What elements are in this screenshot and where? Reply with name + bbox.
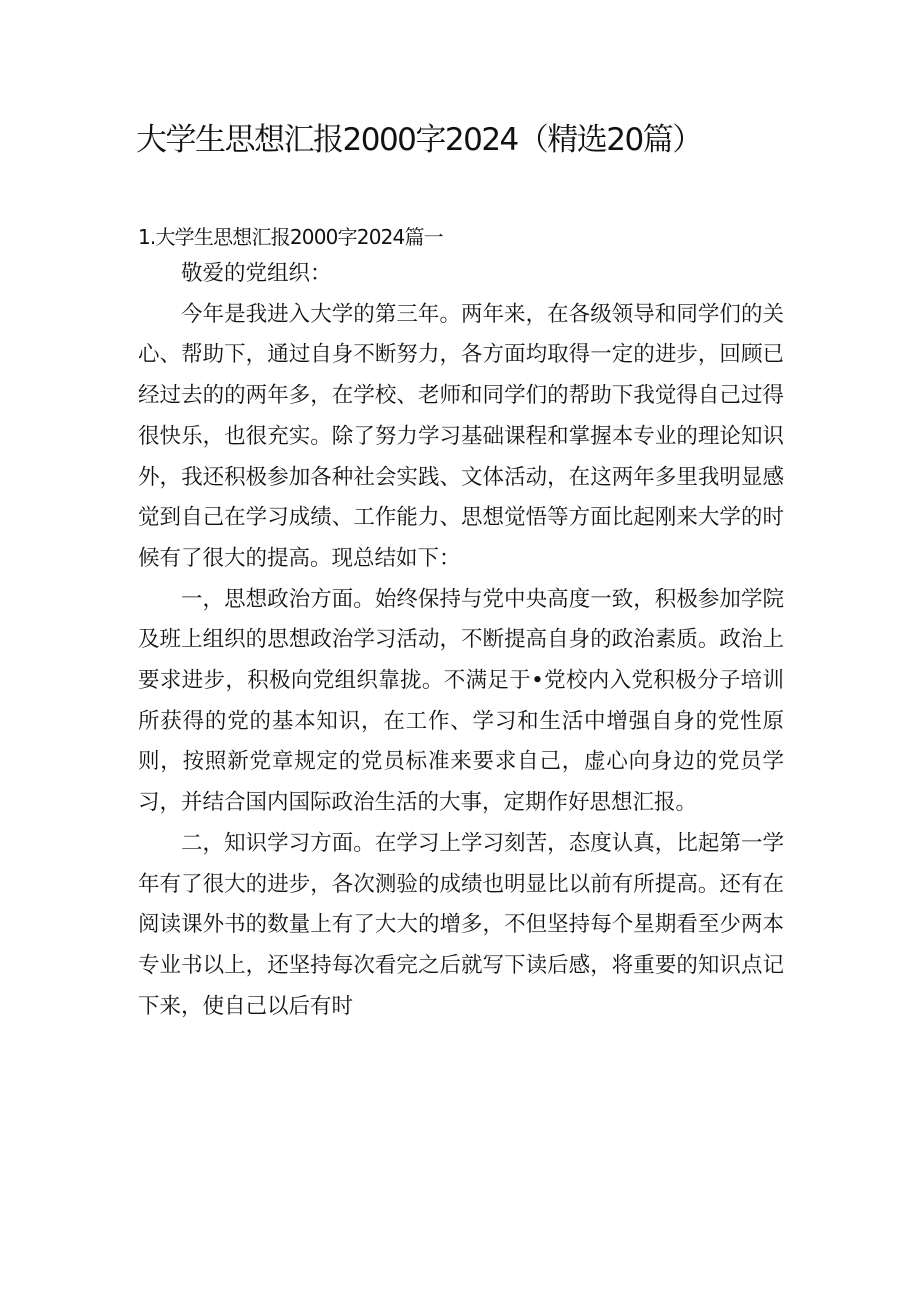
paragraph-intro: 今年是我进入大学的第三年。两年来，在各级领导和同学们的关心、帮助下，通过自身不断努力，各方面均取得一定的进步，回顾已经过去的的两年多，在学校、老师和同学们的帮助下我觉得自己过得很快乐，也很充实。除了努力学习基础课程和掌握本专业的理论知识外，我还积极参加各种社会实践、文体活动，在这两年多里我明显感觉到自己在学习成绩、工作能力、思想觉悟等方面比起刚来大学的时候有了很大的提高。现总结如下： <box>138 301 784 571</box>
salutation: 敬爱的党组织： <box>181 261 332 286</box>
paragraph-study: 二，知识学习方面。在学习上学习刻苦，态度认真，比起第一学年有了很大的进步，各次测验的成绩也明显比以前有所提高。还有在阅读课外书的数量上有了大大的增多，不但坚持每个星期看至少两本专业书以上，还坚持每次看完之后就写下读后感，将重要的知识点记下来，使自己以后有时 <box>138 830 784 1019</box>
section-heading: 1.大学生思想汇报2000字2024篇一 <box>138 225 443 249</box>
document-title: 大学生思想汇报2000字2024（精选20篇） <box>136 122 702 158</box>
paragraph-political: 一，思想政治方面。始终保持与党中央高度一致，积极参加学院及班上组织的思想政治学习活动，不断提高自身的政治素质。政治上要求进步，积极向党组织靠拢。不满足于•党校内入党积极分子培训所获得的党的基本知识，在工作、学习和生活中增强自身的党性原则，按照新党章规定的党员标准来要求自己，虚心向身边的党员学习，并结合国内国际政治生活的大事，定期作好思想汇报。 <box>138 586 784 816</box>
document-body <box>138 254 784 1027</box>
